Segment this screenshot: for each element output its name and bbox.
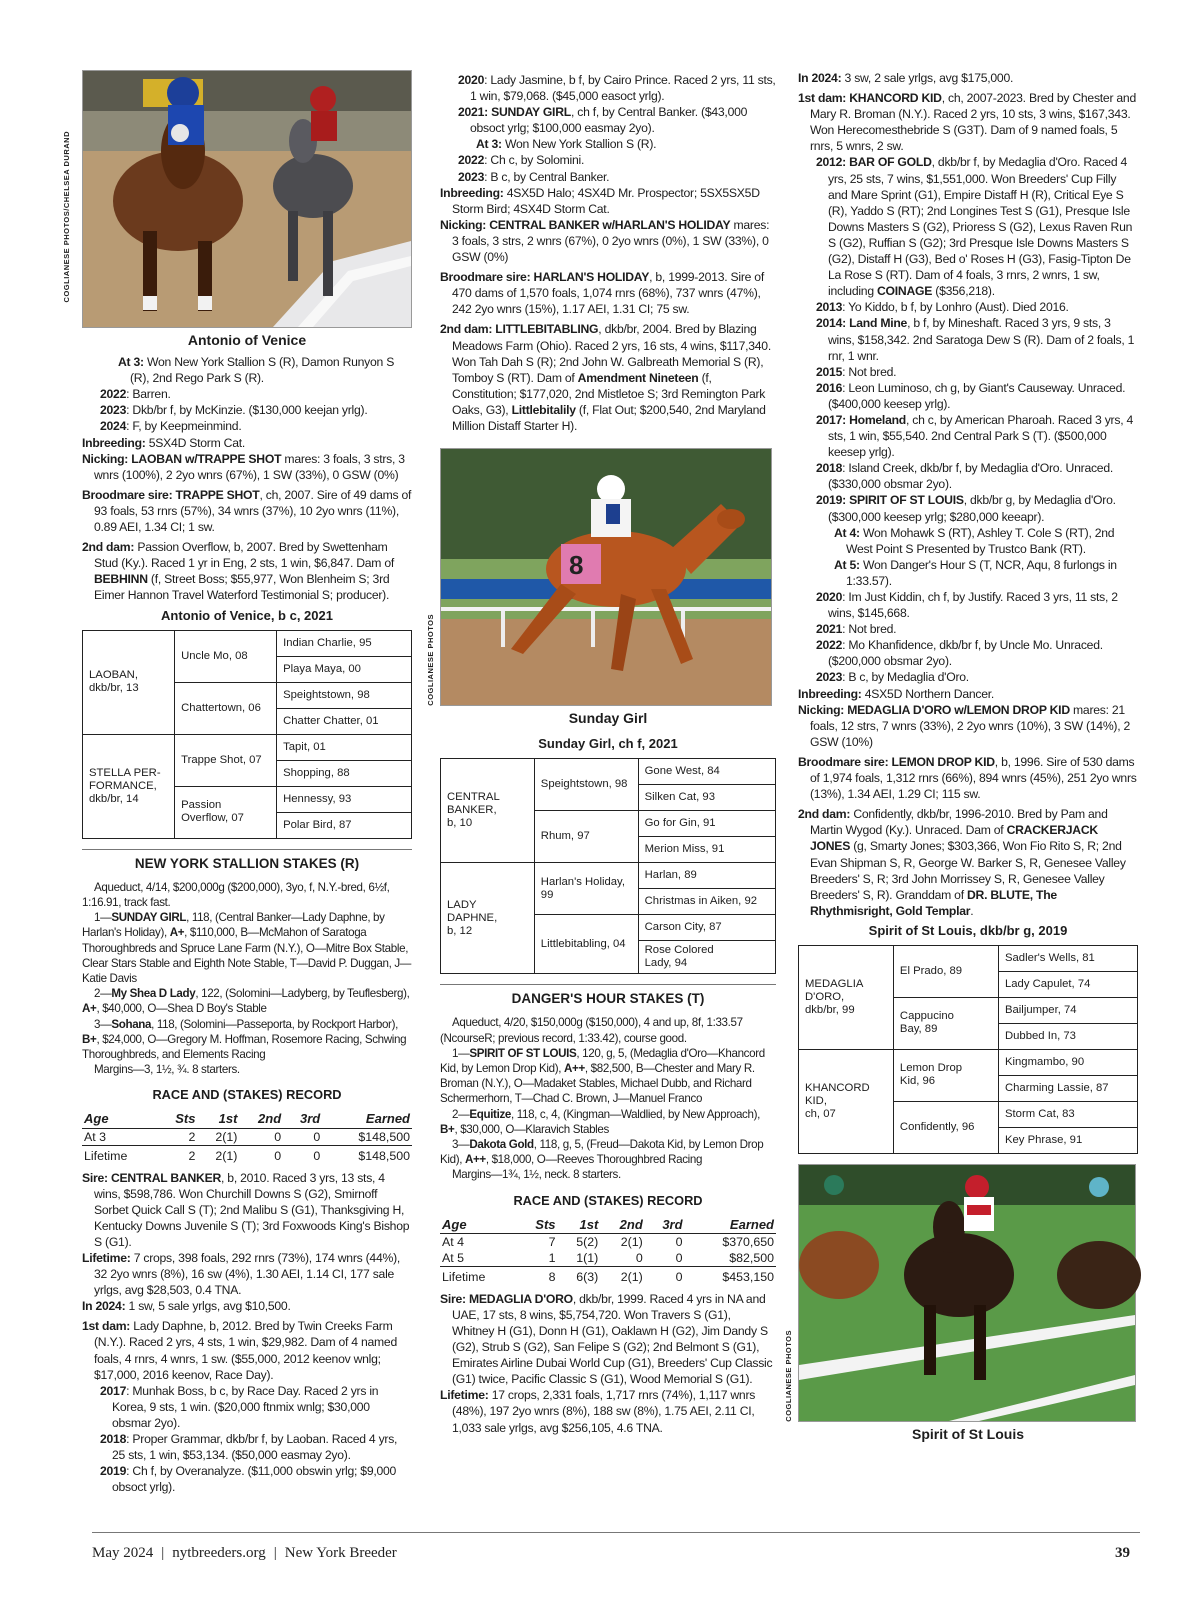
photo-caption: Spirit of St Louis	[912, 1425, 1024, 1442]
record-title: RACE AND (STAKES) RECORD	[513, 1192, 703, 1208]
divider	[82, 849, 412, 850]
record-table: Age Sts 1st 2nd 3rd Earned At 3 2 2(1) 0 0 $148,500 Lifetime 2 2(1) 0 0 $148,500	[84, 1111, 410, 1163]
column-1: COGLIANESE PHOTOS/CHELSEA DURAND Antonio of Venice At 3: Won New York Stallion S (R), Damon Runyon S (R), 2nd Rego Park S (R). 2022: Barren. 2023: Dkb/br f, by McKinzie. ($130,000 keejan yrlg). 2024: F, by Keepmeinmind. Inbreeding: 5SX4D Storm Cat. Nicking: LAOBAN w/TRAPPE SHOT mares: 3 foals, 3 strs, 3 wnrs (100%), 2 2yo wnrs (67%), 1 SW (33%), 0 GSW (0%) Broodmare sire: TRAPPE SHOT, ch, 2007. Sire of 49 dams of 93 foals, 53 rnrs (57%), 34 wnrs (37%), 10 2yo wnrs (11%), 0.89 AEI, 1.34 CI; 1 sw. 2nd dam: Passion Overflow, b, 2007. Bred by Swettenham Stud (Ky.). Raced 1 yr in Eng, 2 sts, 1 win, $6,847. Dam of BEBHINN (f, Street Boss; $55,977, Won Blenheim S; 3rd Eimer Hannon Travel Waterford Testimonial S; producer). Antonio of Venice, b c, 2021 LAOBAN, dkb/br, 13 Uncle Mo, 08 Indian Charlie, 95 Playa Maya, 00 Chattertown, 06 Speightstown, 98 Chatter Chatter, 01 STELLA PER- FORMANCE, dkb/br, 14 Trappe Shot, 07 Tapit, 01 Shopping, 88 Passion Overflow, 07 Hennessy, 93 Polar Bird, 87 NEW YORK STALLION STAKES (R) Aqueduct, 4/14, $200,000g ($200,000), 3yo, f, N.Y.-bred, 6½f, 1:16.91, track fast. 1—SUNDAY GIRL, 118, (Central Banker—Lady Daphne, by Harlan's Holiday), A+, $110,000, B—McMahon of Saratoga Thoroughbreds and Spruce Lane Farm (N.Y.), O—Mitre Box Stable, Clear Stars Stable and Eighth Note Stable, T—David P. Duggan, J—Katie Davis 2—My Shea D Lady, 122, (Solomini—Ladyberg, by Teuflesberg), A+, $40,000, O—Shea D Boy's Stable 3—Sohana, 118, (Solomini—Passeporta, by Rockport Harbor), B+, $24,000, O—Gregory M. Hoffman, Rosemore Racing, Schwing Thoroughbreds, and Elements Racing Margins—3, 1½, ¾. 8 starters. RACE AND (STAKES) RECORD Age Sts 1st 2nd 3rd Earned At 3 2 2(1) 0 0 $148,500 Lifetime 2 2(1) 0 0 $148,500 Sire: CENTRAL BANKER, b, 2010. Raced 3 yrs, 13 sts, 4 wins, $598,786. Won Churchill Downs S (G2), Smirnoff Sorbet Quick Call S (T); 2nd Malibu S (G1), Thanksgiving H, Kentucky Downs Juvenile S (T); 3rd Foxwoods King's Bishop S (G1). Lifetime: 7 crops, 398 foals, 292 rnrs (73%), 174 wnrs (44%), 32 2yo wnrs (8%), 16 sw (4%), 1.30 AEI, 1.14 CI, 177 sale yrlgs, avg $28,503, 0.4 TNA. In 2024: 1 sw, 5 sale yrlgs, avg $10,500. 1st dam: Lady Daphne, b, 2012. Bred by Twin Creeks Farm (N.Y.). Raced 2 yrs, 4 sts, 1 win, $29,982. Dam of 4 named foals, 4 rnrs, 4 wnrs, 1 sw. ($55,000, 2012 keenov wnlg; $17,000, 2016 keenov, Race Day). 2017: Munhak Boss, b c, by Race Day. Raced 2 yrs in Korea, 9 sts, 1 win. ($20,000 ftnmix wnlg; $30,000 obsmar 2yo). 2018: Proper Grammar, dkb/br f, by Laoban. Raced 4 yrs, 25 sts, 1 win, $53,134. ($50,000 easmay 2yo). 2019: Ch f, by Overanalyze. ($11,000 obswin yrlg; $9,000 obsoct yrlg).	[82, 70, 412, 1495]
page-footer: May 2024 | nytbreeders.org | New York Breeder 39	[92, 1532, 1140, 1562]
column-3: In 2024: 3 sw, 2 sale yrlgs, avg $175,000. 1st dam: KHANCORD KID, ch, 2007-2023. Bred by Chester and Mary R. Broman (N.Y.). Raced 2 yrs, 10 sts, 3 wins, $167,343. Won Herecomesthebride S (G3T). Dam of 9 named foals, 5 rnrs, 5 wnrs, 2 sw. 2012: BAR OF GOLD, dkb/br f, by Medaglia d'Oro. Raced 4 yrs, 25 sts, 7 wins, $1,551,000. Won Breeders' Cup Filly and Mare Sprint (G1), Empire Distaff H (R), Critical Eye S (R), Yaddo S (RT); 2nd Longines Test S (G1), Presque Isle Downs Masters S (G2), Prioress S (G2), Lexus Raven Run S (G2), Ruffian S (G2); 3rd Presque Isle Downs Masters S (G2), Distaff H (G3), Bed o' Roses H (G3), Fasig-Tipton De La Rose S (RT). Dam of 4 foals, 3 rnrs, 2 wnrs, 1 sw, including COINAGE ($356,218). 2013: Yo Kiddo, b f, by Lonhro (Aust). Died 2016. 2014: Land Mine, b f, by Mineshaft. Raced 3 yrs, 9 sts, 3 wins, $158,342. 2nd Saratoga Dew S (R). Dam of 2 foals, 1 rnr, 1 wnr. 2015: Not bred. 2016: Leon Luminoso, ch g, by Giant's Causeway. Unraced. ($400,000 keesep yrlg). 2017: Homeland, ch c, by American Pharoah. Raced 3 yrs, 4 sts, 1 win, $55,540. 2nd Central Park S (T). ($500,000 keesep yrlg). 2018: Island Creek, dkb/br f, by Medaglia d'Oro. Unraced. ($330,000 obsmar 2yo). 2019: SPIRIT OF ST LOUIS, dkb/br g, by Medaglia d'Oro. ($300,000 keesep yrlg; $280,000 keeapr). At 4: Won Mohawk S (RT), Ashley T. Cole S (RT), 2nd West Point S Presented by Trustco Bank (RT). At 5: Won Danger's Hour S (T, NCR, Aqu, 8 furlongs in 1:33.57). 2020: Im Just Kiddin, ch f, by Justify. Raced 3 yrs, 11 sts, 2 wins, $145,668. 2021: Not bred. 2022: Mo Khanfidence, dkb/br f, by Uncle Mo. Unraced. ($200,000 obsmar 2yo). 2023: B c, by Medaglia d'Oro. Inbreeding: 4SX5D Northern Dancer. Nicking: MEDAGLIA D'ORO w/LEMON DROP KID mares: 21 foals, 12 strs, 7 wnrs (33%), 2 2yo wnrs (10%), 3 SW (14%), 2 GSW (10%) Broodmare sire: LEMON DROP KID, b, 1996. Sire of 530 dams of 1,974 foals, 1,312 rnrs (66%), 894 wnrs (45%), 251 2yo wnrs (13%), 1.34 AEI, 1.29 CI; 115 sw. 2nd dam: Confidently, dkb/br, 1996-2010. Bred by Pam and Martin Wygod (Ky.). Unraced. Dam of CRACKERJACK JONES (g, Smarty Jones; $303,366, Won Fio Rito S, R; 2nd Evan Shipman S, R, George W. Barker S, R, Genesee Valley Breeders' S, R; 3rd John Morrissey S, R, Genesee Valley Breeders' S, R). Granddam of DR. BLUTE, The Rhythmisright, Gold Templar. Spirit of St Louis, dkb/br g, 2019 MEDAGLIA D'ORO, dkb/br, 99 El Prado, 89 Sadler's Wells, 81 Lady Capulet, 74 Cappucino Bay, 89 Bailjumper, 74 Dubbed In, 73 KHANCORD KID, ch, 07 Lemon Drop Kid, 96 Kingmambo, 90 Charming Lassie, 87 Confidently, 96 Storm Cat, 83 Key Phrase, 91 COGLIANESE PHOTOS Spirit of St Louis	[798, 70, 1138, 1448]
racehorse-photo	[441, 449, 771, 705]
photo-credit: COGLIANESE PHOTOS/CHELSEA DURAND	[62, 131, 71, 303]
svg-text:8: 8	[569, 550, 584, 581]
race-heading: NEW YORK STALLION STAKES (R)	[134, 855, 360, 871]
photo-caption: Antonio of Venice	[187, 332, 307, 348]
photo-spirit-of-st-louis	[784, 1164, 1136, 1422]
pedigree-table: MEDAGLIA D'ORO, dkb/br, 99 El Prado, 89 Sadler's Wells, 81 Lady Capulet, 74 Cappucino Bay, 89 Bailjumper, 74 Dubbed In, 73 KHANCORD KID, ch, 07 Lemon Drop Kid, 96 Kingmambo, 90 Charming Lassie, 87 Confidently, 96 Storm Cat, 83 Key Phrase, 91	[798, 945, 1138, 1154]
footer-date: May 2024	[92, 1545, 154, 1561]
footer-site: nytbreeders.org	[172, 1545, 266, 1561]
page-number: 39	[1115, 1545, 1130, 1561]
race-result: Aqueduct, 4/20, $150,000g ($150,000), 4 and up, 8f, 1:33.57 (NcourseR; previous record, 1:33.42), course good. 1—SPIRIT OF ST LOUIS, 120, g, 5, (Medaglia d'Oro—Khancord Kid, by Lemon Drop Kid), A++, $82,500, B—Chester and Mary R. Broman (N.Y.), O—Madaket Stables, Michael Dubb, and Richard Schermerhorn, T—Chad C. Brown, J—Manuel Franco 2—Equitize, 118, c, 4, (Kingman—Waldlied, by New Approach), B+, $30,000, O—Klaravich Stables 3—Dakota Gold, 118, g, 5, (Freud—Dakota Kid, by Lemon Drop Kid), A++, $18,000, O—Reeves Thoroughbred Racing Margins—1¾, 1½, neck. 8 starters.	[440, 1016, 765, 1182]
photo-caption: Sunday Girl	[568, 710, 648, 727]
race-heading: DANGER'S HOUR STAKES (T)	[511, 991, 705, 1007]
racehorse-photo	[799, 1165, 1135, 1421]
racehorse-photo	[83, 71, 411, 327]
pedigree-table: CENTRAL BANKER, b, 10 Speightstown, 98 Gone West, 84 Silken Cat, 93 Rhum, 97 Go for Gin, 91 Merion Miss, 91 LADY DAPHNE, b, 12 Harlan's Holiday, 99 Harlan, 89 Christmas in Aiken, 92 Littlebitabling, 04 Carson City, 87 Rose Colored Lady, 94	[440, 758, 776, 974]
race-result: Aqueduct, 4/14, $200,000g ($200,000), 3yo, f, N.Y.-bred, 6½f, 1:16.91, track fast. 1—SUNDAY GIRL, 118, (Central Banker—Lady Daphne, by Harlan's Holiday), A+, $110,000, B—McMahon of Saratoga Thoroughbreds and Spruce Lane Farm (N.Y.), O—Mitre Box Stable, Clear Stars Stable and Eighth Note Stable, T—David P. Duggan, J—Katie Davis 2—My Shea D Lady, 122, (Solomini—Ladyberg, by Teuflesberg), A+, $40,000, O—Shea D Boy's Stable 3—Sohana, 118, (Solomini—Passeporta, by Rockport Harbor), B+, $24,000, O—Gregory M. Hoffman, Rosemore Racing, Schwing Thoroughbreds, and Elements Racing Margins—3, 1½, ¾. 8 starters.	[82, 880, 412, 1077]
pedigree-title: Spirit of St Louis, dkb/br g, 2019	[868, 922, 1068, 938]
photo-credit: COGLIANESE PHOTOS	[784, 1329, 793, 1422]
record-title: RACE AND (STAKES) RECORD	[152, 1087, 342, 1103]
pedigree-title: Sunday Girl, ch f, 2021	[538, 736, 678, 752]
divider	[440, 984, 776, 985]
footer-magazine: New York Breeder	[284, 1545, 397, 1561]
photo-credit: COGLIANESE PHOTOS	[426, 614, 435, 706]
record-table: Age Sts 1st 2nd 3rd Earned At 4 7 5(2) 2(1) 0 $370,650 At 5 1 1(1) 0 0 $82,500 Lifetime 8 6(3) 2(1) 0 $453,150	[442, 1216, 774, 1284]
photo-antonio-of-venice	[62, 70, 412, 328]
column-2: 2020: Lady Jasmine, b f, by Cairo Prince. Raced 2 yrs, 11 sts, 1 win, $79,068. ($45,000 easoct yrlg). 2021: SUNDAY GIRL, ch f, by Central Banker. ($43,000 obsoct yrlg; $100,000 easmay 2yo). At 3: Won New York Stallion S (R). 2022: Ch c, by Solomini. 2023: B c, by Central Banker. Inbreeding: 4SX5D Halo; 4SX4D Mr. Prospector; 5SX5SX5D Storm Bird; 4SX4D Storm Cat. Nicking: CENTRAL BANKER w/HARLAN'S HOLIDAY mares: 3 foals, 3 strs, 2 wnrs (67%), 0 2yo wnrs (0%), 1 SW (33%), 0 GSW (0%) Broodmare sire: HARLAN'S HOLIDAY, b, 1999-2013. Sire of 470 dams of 1,570 foals, 1,074 rnrs (68%), 737 wnrs (47%), 242 2yo wnrs (15%), 1.17 AEI, 1.31 CI; 75 sw. 2nd dam: LITTLEBITABLING, dkb/br, 2004. Bred by Blazing Meadows Farm (Ohio). Raced 2 yrs, 16 sts, 4 wins, $117,340. Won Tah Dah S (R); 2nd John W. Galbreath Memorial S (R), Tomboy S (RT). Dam of Amendment Nineteen (f, Constitution; $177,020, 2nd Mistletoe S; 3rd Remington Park Oaks, G3), Littlebitalily (f, Flat Out; $200,540, 2nd Maryland Million Distaff Starter H). 8 COGLIANESE PHOTOS Sunday Girl Sunday Girl, ch f, 2021 CENTRAL BANKER, b, 10 Speightstown, 98 Gone West, 84 Silken Cat, 93 Rhum, 97 Go for Gin, 91 Merion Miss, 91 LADY DAPHNE, b, 12 Harlan's Holiday, 99 Harlan, 89 Christmas in Aiken, 92 Littlebitabling, 04 Carson City, 87 Rose Colored Lady, 94 DANGER'S HOUR STAKES (T) Aqueduct, 4/20, $150,000g ($150,000), 4 and up, 8f, 1:33.57 (NcourseR; previous record, 1:33.42), course good. 1—SPIRIT OF ST LOUIS, 120, g, 5, (Medaglia d'Oro—Khancord Kid, by Lemon Drop Kid), A++, $82,500, B—Chester and Mary R. Broman (N.Y.), O—Madaket Stables, Michael Dubb, and Richard Schermerhorn, T—Chad C. Brown, J—Manuel Franco 2—Equitize, 118, c, 4, (Kingman—Waldlied, by New Approach), B+, $30,000, O—Klaravich Stables 3—Dakota Gold, 118, g, 5, (Freud—Dakota Kid, by Lemon Drop Kid), A++, $18,000, O—Reeves Thoroughbred Racing Margins—1¾, 1½, neck. 8 starters. RACE AND (STAKES) RECORD Age Sts 1st 2nd 3rd Earned At 4 7 5(2) 2(1) 0 $370,650 At 5 1 1(1) 0 0 $82,500 Lifetime 8 6(3) 2(1) 0 $453,150 Sire: MEDAGLIA D'ORO, dkb/br, 1999. Raced 4 yrs in NA and UAE, 17 sts, 8 wins, $5,754,720. Won Travers S (G1), Whitney H (G1), Donn H (G1), Oaklawn H (G2), Jim Dandy S (G2), Strub S (G2), San Felipe S (G2); 2nd Belmont S (G1), Emirates Airline Dubai World Cup (G1), Breeders' Cup Classic (G1) twice, Pacific Classic S (G1), Wood Memorial S (G1). Lifetime: 17 crops, 2,331 foals, 1,717 rnrs (74%), 1,117 wnrs (48%), 197 2yo wnrs (8%), 188 sw (8%), 1.75 AEI, 2.11 CI, 1,033 sale yrlgs, avg $256,105, 4.6 TNA.	[440, 72, 776, 1436]
photo-sunday-girl	[426, 448, 772, 706]
pedigree-title: Antonio of Venice, b c, 2021	[161, 607, 333, 623]
pedigree-table: LAOBAN, dkb/br, 13 Uncle Mo, 08 Indian Charlie, 95 Playa Maya, 00 Chattertown, 06 Speightstown, 98 Chatter Chatter, 01 STELLA PER- FORMANCE, dkb/br, 14 Trappe Shot, 07 Tapit, 01 Shopping, 88 Passion Overflow, 07 Hennessy, 93 Polar Bird, 87	[82, 630, 412, 839]
